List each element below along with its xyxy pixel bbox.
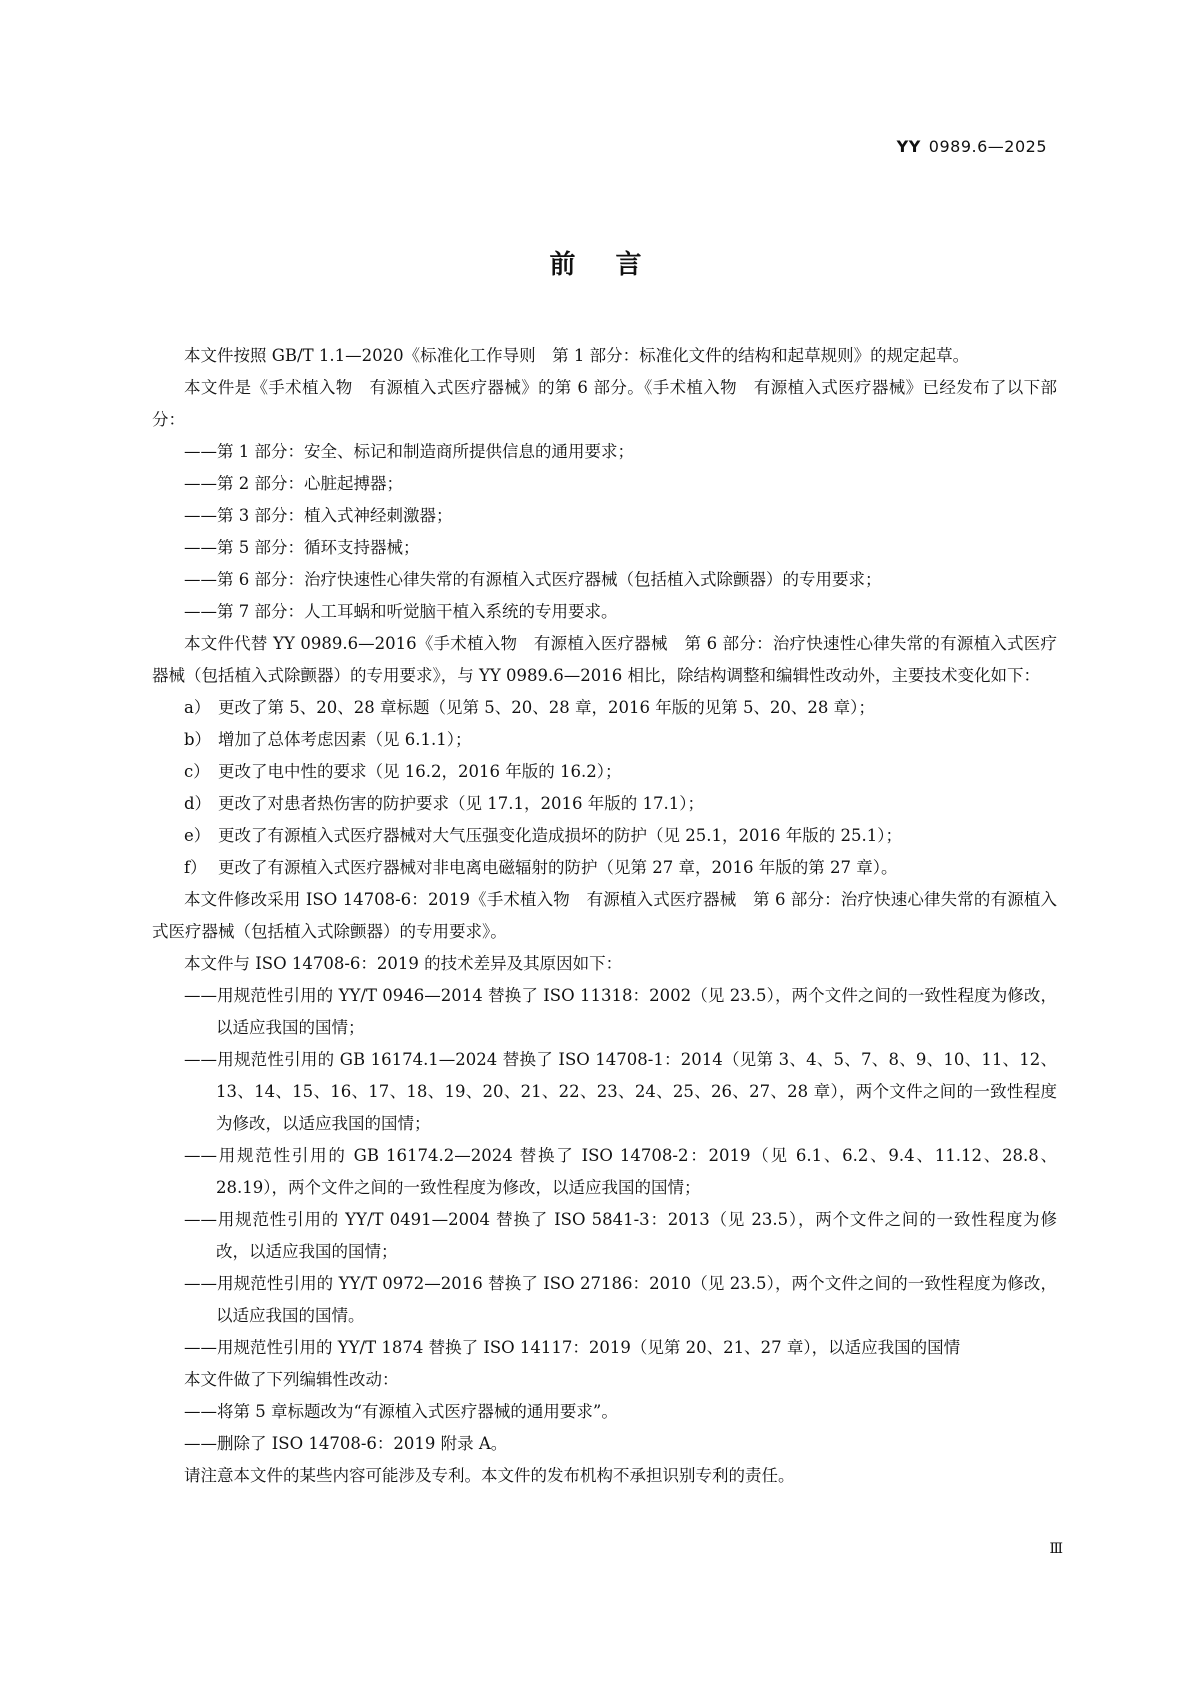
list-item-change xyxy=(152,756,1057,788)
list-marker: f） xyxy=(184,858,207,877)
document-body xyxy=(152,340,1057,1492)
list-item-difference: ——用规范性引用的 YY/T 0946—2014 替换了 ISO 11318：2002（见 23.5），两个文件之间的一致性程度为修改，以适应我国的国情； xyxy=(184,986,1057,1037)
list-marker: c） xyxy=(184,762,210,781)
paragraph-replacement: 本文件代替 YY 0989.6—2016《手术植入物 有源植入医疗器械 第 6 部分：治疗快速性心律失常的有源植入式医疗器械（包括植入式除颤器）的专用要求》，与 YY 0989.6—2016 相比，除结构调整和编辑性改动外，主要技术变化如下： xyxy=(152,634,1057,685)
list-item-difference: ——用规范性引用的 YY/T 1874 替换了 ISO 14117：2019（见第 20、21、27 章），以适应我国的国情 xyxy=(184,1338,961,1357)
list-item-change xyxy=(152,692,1057,724)
list-marker: b） xyxy=(184,730,212,749)
list-item-text: 更改了对患者热伤害的防护要求（见 17.1，2016 年版的 17.1）； xyxy=(218,794,704,813)
list-item-text: 增加了总体考虑因素（见 6.1.1）； xyxy=(218,730,472,749)
list-item-text: 更改了电中性的要求（见 16.2，2016 年版的 16.2）； xyxy=(218,762,622,781)
list-item-part: ——第 6 部分：治疗快速性心律失常的有源植入式医疗器械（包括植入式除颤器）的专用要求； xyxy=(184,570,882,589)
paragraph-patent-notice: 请注意本文件的某些内容可能涉及专利。本文件的发布机构不承担识别专利的责任。 xyxy=(184,1466,795,1485)
list-item-difference: ——用规范性引用的 YY/T 0972—2016 替换了 ISO 27186：2010（见 23.5），两个文件之间的一致性程度为修改，以适应我国的国情。 xyxy=(184,1274,1057,1325)
paragraph-drafting-rule: 本文件按照 GB/T 1.1—2020《标准化工作导则 第 1 部分：标准化文件的结构和起草规则》的规定起草。 xyxy=(184,346,970,365)
list-item-difference: ——用规范性引用的 GB 16174.2—2024 替换了 ISO 14708-2：2019（见 6.1、6.2、9.4、11.12、28.8、28.19），两个文件之间的一致性程度为修改，以适应我国的国情； xyxy=(184,1146,1057,1197)
paragraph-edits-intro: 本文件做了下列编辑性改动： xyxy=(184,1370,399,1389)
list-item-part: ——第 5 部分：循环支持器械； xyxy=(184,538,420,557)
list-item-part: ——第 1 部分：安全、标记和制造商所提供信息的通用要求； xyxy=(184,442,634,461)
list-item-text: 更改了有源植入式医疗器械对大气压强变化造成损坏的防护（见 25.1，2016 年版的 25.1）； xyxy=(218,826,902,845)
list-item-difference: ——用规范性引用的 YY/T 0491—2004 替换了 ISO 5841-3：2013（见 23.5），两个文件之间的一致性程度为修改，以适应我国的国情； xyxy=(184,1210,1057,1261)
list-item-change xyxy=(152,788,1057,820)
standard-code: 0989.6—2025 xyxy=(928,137,1047,156)
standard-prefix: YY xyxy=(896,137,921,156)
list-item-text: 更改了有源植入式医疗器械对非电离电磁辐射的防护（见第 27 章，2016 年版的第 27 章）。 xyxy=(218,858,898,877)
page-title: 前言 xyxy=(549,250,682,280)
list-item-difference: ——用规范性引用的 GB 16174.1—2024 替换了 ISO 14708-1：2014（见第 3、4、5、7、8、9、10、11、12、13、14、15、16、17、18、19、20、21、22、23、24、25、26、27、28 章），两个文件之间的一致性程度为修改，以适应我国的国情； xyxy=(184,1050,1057,1133)
list-item-edit: ——将第 5 章标题改为“有源植入式医疗器械的通用要求”。 xyxy=(184,1402,618,1421)
paragraph-differences-intro: 本文件与 ISO 14708-6：2019 的技术差异及其原因如下： xyxy=(184,954,623,973)
list-item-change xyxy=(152,852,1057,884)
list-item-part: ——第 7 部分：人工耳蜗和听觉脑干植入系统的专用要求。 xyxy=(184,602,618,621)
list-item-part: ——第 2 部分：心脏起搏器； xyxy=(184,474,403,493)
paragraph-series-intro: 本文件是《手术植入物 有源植入式医疗器械》的第 6 部分。《手术植入物 有源植入式医疗器械》已经发布了以下部分： xyxy=(152,378,1057,429)
list-marker: e） xyxy=(184,826,211,845)
list-item-change xyxy=(152,820,1057,852)
list-marker: d） xyxy=(184,794,212,813)
standard-number xyxy=(897,137,1047,156)
list-item-change xyxy=(152,724,1057,756)
list-marker: a） xyxy=(184,698,211,717)
list-item-text: 更改了第 5、20、28 章标题（见第 5、20、28 章，2016 年版的见第 5、20、28 章）； xyxy=(218,698,875,717)
list-item-edit: ——删除了 ISO 14708-6：2019 附录 A。 xyxy=(184,1434,508,1453)
list-item-part: ——第 3 部分：植入式神经刺激器； xyxy=(184,506,453,525)
page-number: Ⅲ xyxy=(1049,1541,1063,1557)
paragraph-adoption: 本文件修改采用 ISO 14708-6：2019《手术植入物 有源植入式医疗器械 第 6 部分：治疗快速心律失常的有源植入式医疗器械（包括植入式除颤器）的专用要求》。 xyxy=(152,890,1057,941)
